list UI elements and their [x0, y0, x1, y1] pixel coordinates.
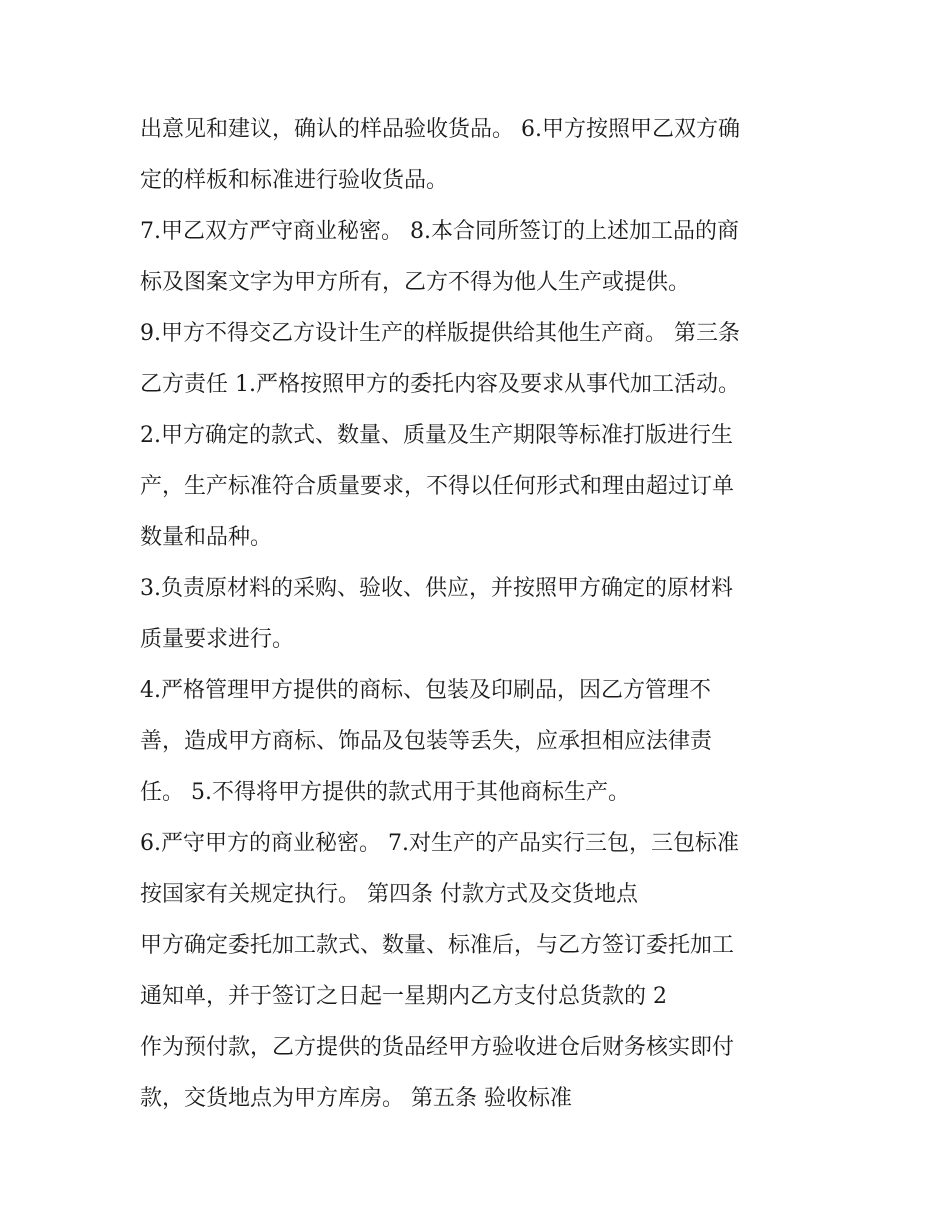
text-line: 善，造成甲方商标、饰品及包装等丢失，应承担相应法律责	[140, 729, 713, 754]
text-line: 出意见和建议，确认的样品验收货品。 6.甲方按照甲乙双方确	[140, 117, 740, 142]
text-line: 通知单，并于签订之日起一星期内乙方支付总货款的 2	[140, 984, 667, 1009]
text-line: 7.甲乙双方严守商业秘密。 8.本合同所签订的上述加工品的商	[140, 219, 739, 244]
text-line: 定的样板和标准进行验收货品。	[140, 168, 449, 193]
text-line: 标及图案文字为甲方所有，乙方不得为他人生产或提供。	[140, 270, 691, 295]
contract-text	[140, 104, 830, 1124]
text-line: 6.严守甲方的商业秘密。 7.对生产的产品实行三包，三包标准	[140, 831, 739, 856]
text-line: 任。 5.不得将甲方提供的款式用于其他商标生产。	[140, 780, 630, 805]
text-line: 款，交货地点为甲方库房。 第五条 验收标准	[140, 1086, 572, 1111]
text-line: 按国家有关规定执行。 第四条 付款方式及交货地点	[140, 882, 638, 907]
text-line: 作为预付款，乙方提供的货品经甲方验收进仓后财务核实即付	[140, 1035, 735, 1060]
text-line: 4.严格管理甲方提供的商标、包装及印刷品，因乙方管理不	[140, 678, 711, 703]
text-line: 质量要求进行。	[140, 627, 295, 652]
text-line: 2.甲方确定的款式、数量、质量及生产期限等标准打版进行生	[140, 423, 733, 448]
text-line: 乙方责任 1.严格按照甲方的委托内容及要求从事代加工活动。	[140, 372, 740, 397]
text-line: 产，生产标准符合质量要求，不得以任何形式和理由超过订单	[140, 474, 735, 499]
text-line: 甲方确定委托加工款式、数量、标准后，与乙方签订委托加工	[140, 933, 735, 958]
text-line: 数量和品种。	[140, 525, 273, 550]
text-line: 9.甲方不得交乙方设计生产的样版提供给其他生产商。 第三条	[140, 321, 740, 346]
text-line: 3.负责原材料的采购、验收、供应，并按照甲方确定的原材料	[140, 576, 733, 601]
